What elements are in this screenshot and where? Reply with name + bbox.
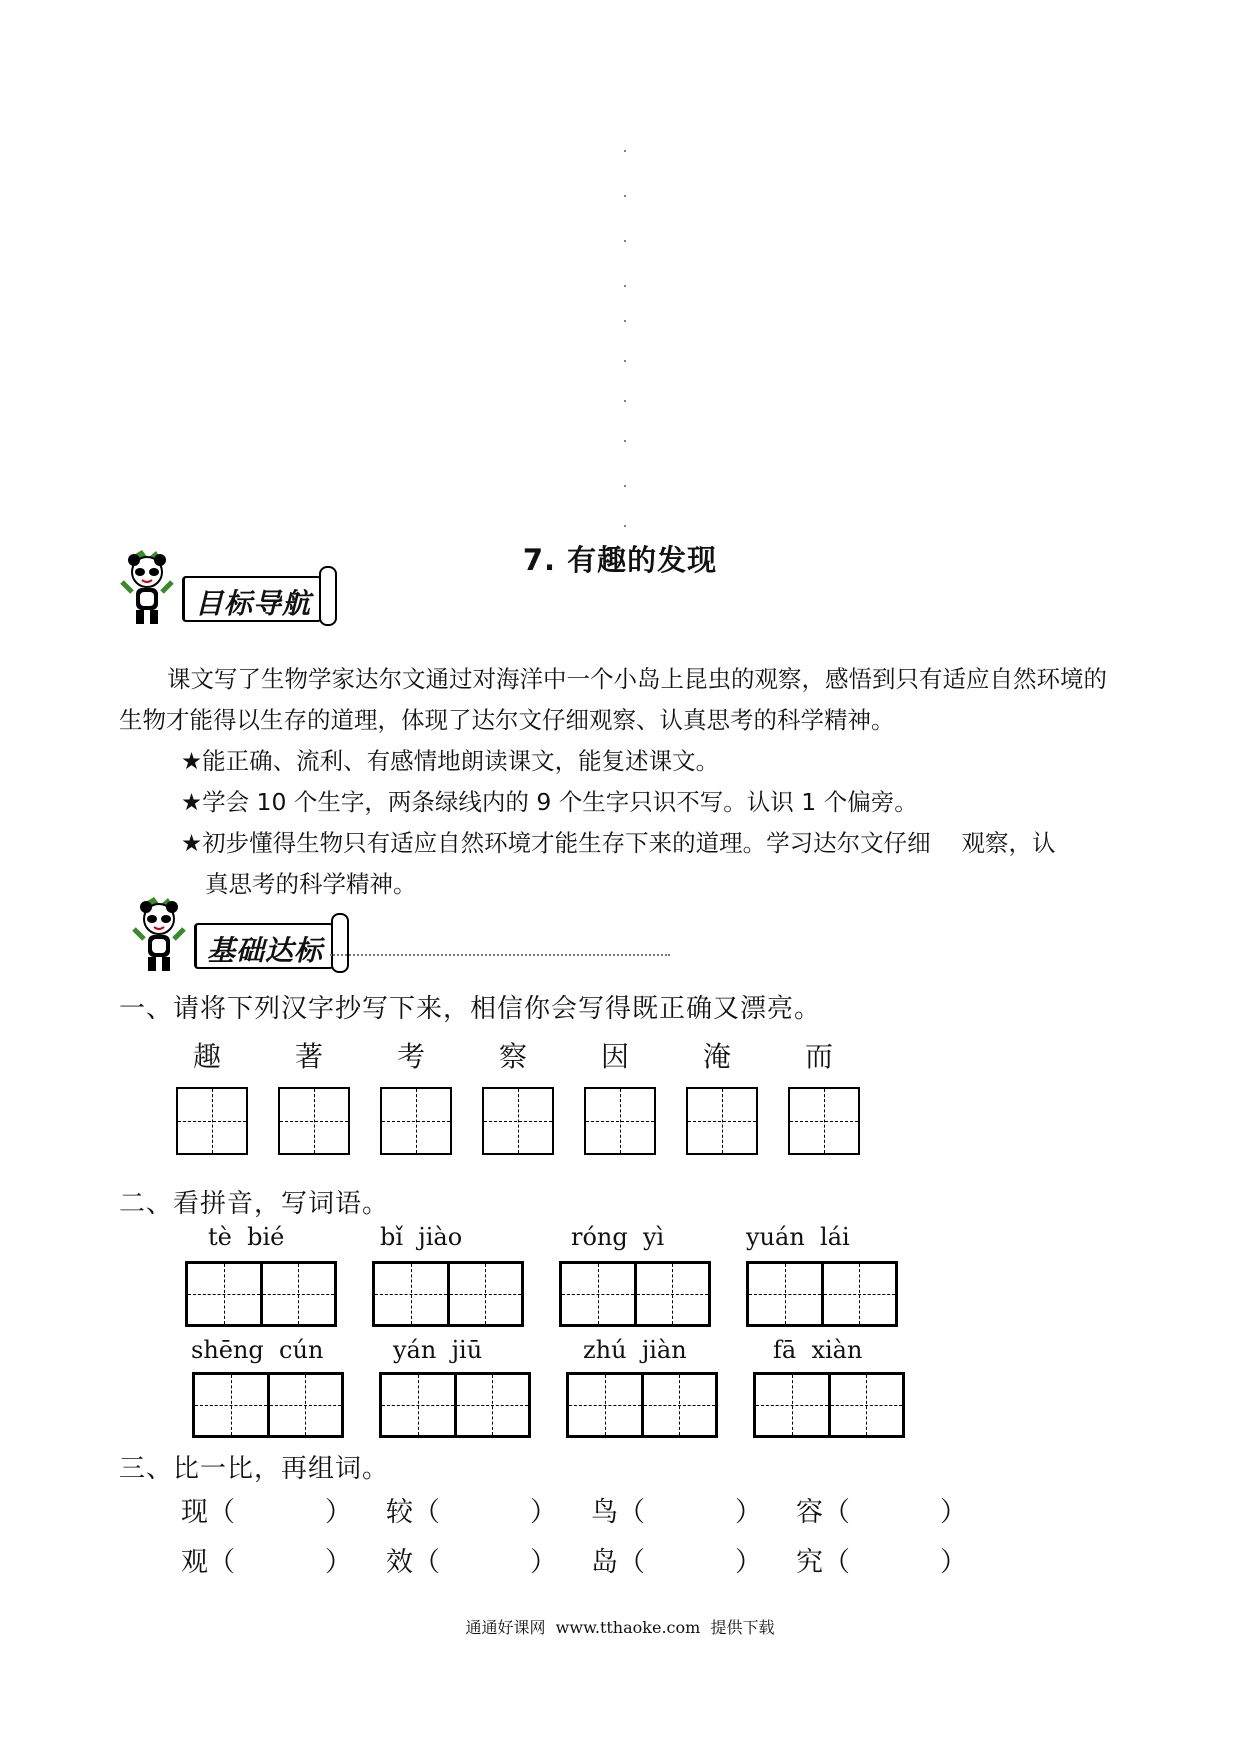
compare-char: 岛 bbox=[591, 1547, 618, 1578]
pinyin-label: tè bié bbox=[208, 1223, 285, 1251]
q1-char: 趣 bbox=[192, 1040, 221, 1073]
close-paren: ） bbox=[735, 1497, 762, 1528]
word-grid-box[interactable] bbox=[746, 1261, 898, 1327]
writing-grid-box[interactable] bbox=[482, 1087, 554, 1155]
pinyin-label: bǐ jiào bbox=[380, 1223, 463, 1251]
compare-item bbox=[181, 1490, 352, 1529]
q2-prompt: 二、看拼音，写词语。 bbox=[119, 1189, 390, 1219]
writing-grid-box[interactable] bbox=[176, 1087, 248, 1155]
word-grid-box[interactable] bbox=[566, 1372, 718, 1438]
close-paren: ） bbox=[940, 1497, 967, 1528]
compare-item bbox=[796, 1490, 967, 1529]
q3-prompt: 三、比一比，再组词。 bbox=[119, 1454, 390, 1484]
open-paren: （ bbox=[823, 1547, 850, 1578]
close-paren: ） bbox=[735, 1547, 762, 1578]
compare-char: 效 bbox=[386, 1547, 413, 1578]
writing-grid-box[interactable] bbox=[686, 1087, 758, 1155]
pinyin-label: fā xiàn bbox=[773, 1336, 863, 1364]
pinyin-label: zhú jiàn bbox=[583, 1336, 687, 1364]
compare-item bbox=[796, 1540, 967, 1579]
compare-item bbox=[591, 1540, 762, 1579]
writing-grid-box[interactable] bbox=[788, 1087, 860, 1155]
close-paren: ） bbox=[940, 1547, 967, 1578]
pinyin-label: yán jiū bbox=[393, 1336, 483, 1364]
open-paren: （ bbox=[413, 1547, 440, 1578]
compare-char: 容 bbox=[796, 1497, 823, 1528]
word-grid-box[interactable] bbox=[379, 1372, 531, 1438]
q1-char: 著 bbox=[294, 1040, 323, 1073]
open-paren: （ bbox=[618, 1547, 645, 1578]
open-paren: （ bbox=[208, 1497, 235, 1528]
basics-scroll bbox=[194, 923, 339, 969]
close-paren: ） bbox=[530, 1547, 557, 1578]
goals-label: 目标导航 bbox=[195, 587, 312, 620]
compare-char: 观 bbox=[181, 1547, 208, 1578]
q1-char: 察 bbox=[498, 1040, 527, 1073]
open-paren: （ bbox=[823, 1497, 850, 1528]
page-title: 7. 有趣的发现 bbox=[522, 543, 718, 577]
panda-mascot-icon bbox=[124, 895, 194, 975]
writing-grid-box[interactable] bbox=[380, 1087, 452, 1155]
open-paren: （ bbox=[413, 1497, 440, 1528]
footer-credit: 通通好课网 www.tthaoke.com 提供下载 bbox=[465, 1618, 775, 1637]
goals-banner bbox=[112, 548, 352, 628]
word-grid-box[interactable] bbox=[559, 1261, 711, 1327]
compare-char: 究 bbox=[796, 1547, 823, 1578]
compare-item bbox=[591, 1490, 762, 1529]
q1-char: 考 bbox=[396, 1040, 425, 1073]
word-grid-box[interactable] bbox=[192, 1372, 344, 1438]
word-grid-box[interactable] bbox=[185, 1261, 337, 1327]
writing-grid-box[interactable] bbox=[584, 1087, 656, 1155]
basics-label: 基础达标 bbox=[207, 934, 324, 967]
q1-prompt: 一、请将下列汉字抄写下来，相信你会写得既正确又漂亮。 bbox=[119, 994, 822, 1024]
q1-char: 淹 bbox=[702, 1040, 731, 1073]
q1-char: 因 bbox=[600, 1040, 629, 1073]
basics-banner bbox=[124, 895, 364, 975]
compare-char: 较 bbox=[386, 1497, 413, 1528]
goal-3-line2: 真思考的科学精神。 bbox=[205, 870, 417, 898]
word-grid-box[interactable] bbox=[753, 1372, 905, 1438]
compare-item bbox=[181, 1540, 352, 1579]
compare-item bbox=[386, 1540, 557, 1579]
pinyin-label: róng yì bbox=[571, 1223, 665, 1251]
pinyin-label: shēng cún bbox=[191, 1336, 324, 1364]
goal-2: ★学会 10 个生字，两条绿线内的 9 个生字只识不写。认识 1 个偏旁。 bbox=[181, 788, 918, 816]
pinyin-label: yuán lái bbox=[746, 1223, 850, 1251]
q1-char: 而 bbox=[804, 1040, 833, 1073]
close-paren: ） bbox=[325, 1547, 352, 1578]
compare-item bbox=[386, 1490, 557, 1529]
compare-char: 鸟 bbox=[591, 1497, 618, 1528]
close-paren: ） bbox=[530, 1497, 557, 1528]
word-grid-box[interactable] bbox=[372, 1261, 524, 1327]
goals-scroll bbox=[182, 576, 327, 622]
intro-paragraph: 课文写了生物学家达尔文通过对海洋中一个小岛上昆虫的观察，感悟到只有适应自然环境的生物才能得以生存的道理，体现了达尔文仔细观察、认真思考的科学精神。 bbox=[119, 665, 1107, 734]
section-divider bbox=[330, 954, 670, 958]
goal-1: ★能正确、流利、有感情地朗读课文，能复述课文。 bbox=[181, 747, 720, 775]
close-paren: ） bbox=[325, 1497, 352, 1528]
writing-grid-box[interactable] bbox=[278, 1087, 350, 1155]
open-paren: （ bbox=[618, 1497, 645, 1528]
goal-3-line1: ★初步懂得生物只有适应自然环境才能生存下来的道理。学习达尔文仔细 观察，认 bbox=[181, 829, 1056, 857]
panda-mascot-icon bbox=[112, 548, 182, 628]
compare-char: 现 bbox=[181, 1497, 208, 1528]
open-paren: （ bbox=[208, 1547, 235, 1578]
